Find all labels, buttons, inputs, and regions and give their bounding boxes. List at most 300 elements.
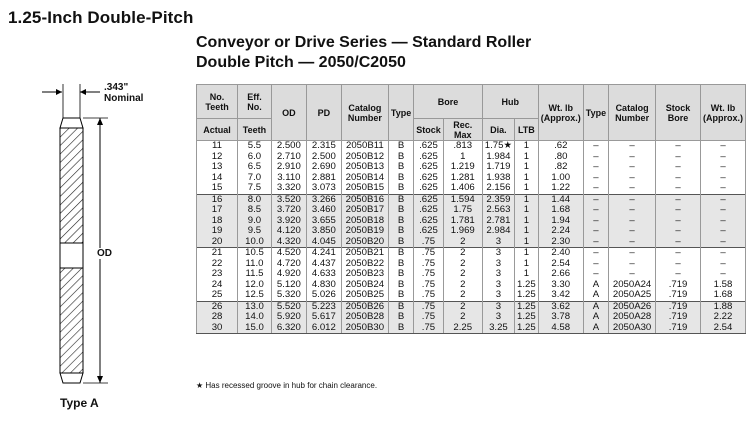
- cell-catalog-a: –: [609, 237, 656, 248]
- width-nominal-label: Nominal: [104, 93, 144, 104]
- cell-eff-no: 11.0: [238, 259, 272, 270]
- cell-stock-bore: –: [656, 205, 701, 216]
- cell-od: 3.110: [271, 173, 306, 184]
- header-eff-no: Eff. No.: [238, 85, 272, 119]
- cell-bore-stock: .625: [414, 183, 444, 194]
- cell-weight-a: –: [701, 183, 746, 194]
- cell-catalog-a: –: [609, 269, 656, 280]
- table-row: [197, 205, 746, 216]
- cell-catalog-a: 2050A28: [609, 312, 656, 323]
- cell-type-a: –: [583, 248, 608, 259]
- cell-stock-bore: .719: [656, 301, 701, 312]
- cell-bore-rec-max: 2: [443, 269, 482, 280]
- cell-weight-a: –: [701, 173, 746, 184]
- cell-type: B: [388, 141, 413, 152]
- cell-type-a: –: [583, 226, 608, 237]
- cell-od: 2.710: [271, 152, 306, 163]
- cell-weight-a: –: [701, 205, 746, 216]
- cell-stock-bore: .719: [656, 290, 701, 301]
- cell-stock-bore: –: [656, 269, 701, 280]
- cell-weight-a: 1.58: [701, 280, 746, 291]
- cell-bore-stock: .625: [414, 152, 444, 163]
- cell-catalog: 2050B20: [341, 237, 388, 248]
- cell-catalog-a: –: [609, 152, 656, 163]
- cell-teeth: 18: [197, 216, 238, 227]
- cell-hub-ltb: 1: [515, 269, 539, 280]
- cell-stock-bore: –: [656, 194, 701, 205]
- table-row: [197, 248, 746, 259]
- header-catalog-number: Catalog Number: [341, 85, 388, 141]
- cell-weight: 3.78: [538, 312, 583, 323]
- cell-pd: 4.045: [306, 237, 341, 248]
- cell-bore-stock: .75: [414, 312, 444, 323]
- footnote: ★ Has recessed groove in hub for chain clearance.: [196, 381, 378, 390]
- cell-teeth: 20: [197, 237, 238, 248]
- cell-hub-dia: 3: [482, 237, 514, 248]
- cell-type-a: –: [583, 152, 608, 163]
- cell-weight-a: 1.88: [701, 301, 746, 312]
- cell-eff-no: 5.5: [238, 141, 272, 152]
- cell-teeth: 15: [197, 183, 238, 194]
- cell-weight: 1.00: [538, 173, 583, 184]
- cell-od: 5.320: [271, 290, 306, 301]
- cell-catalog-a: –: [609, 248, 656, 259]
- cell-weight: 3.30: [538, 280, 583, 291]
- cell-stock-bore: .719: [656, 323, 701, 334]
- cell-stock-bore: –: [656, 162, 701, 173]
- cell-catalog: 2050B13: [341, 162, 388, 173]
- cell-pd: 2.315: [306, 141, 341, 152]
- cell-bore-stock: .75: [414, 290, 444, 301]
- cell-catalog-a: 2050A30: [609, 323, 656, 334]
- cell-pd: 3.073: [306, 183, 341, 194]
- cell-od: 3.720: [271, 205, 306, 216]
- cell-eff-no: 7.5: [238, 183, 272, 194]
- cell-type: B: [388, 248, 413, 259]
- cell-bore-rec-max: 1.594: [443, 194, 482, 205]
- cell-weight: .82: [538, 162, 583, 173]
- cell-weight-a: –: [701, 152, 746, 163]
- header-type-a: Type: [583, 85, 608, 141]
- header-weight: Wt. lb (Approx.): [538, 85, 583, 141]
- cell-teeth: 19: [197, 226, 238, 237]
- cell-type: B: [388, 280, 413, 291]
- cell-hub-dia: 3.25: [482, 323, 514, 334]
- cell-catalog: 2050B24: [341, 280, 388, 291]
- table-row: [197, 162, 746, 173]
- cell-catalog: 2050B22: [341, 259, 388, 270]
- cell-type-a: –: [583, 173, 608, 184]
- cell-type: B: [388, 183, 413, 194]
- cell-catalog: 2050B15: [341, 183, 388, 194]
- cell-hub-ltb: 1: [515, 194, 539, 205]
- cell-type-a: –: [583, 259, 608, 270]
- cell-eff-no: 15.0: [238, 323, 272, 334]
- cell-type: B: [388, 173, 413, 184]
- cell-pd: 6.012: [306, 323, 341, 334]
- cell-hub-dia: 3: [482, 301, 514, 312]
- cell-stock-bore: –: [656, 259, 701, 270]
- cell-stock-bore: .719: [656, 312, 701, 323]
- cell-stock-bore: –: [656, 226, 701, 237]
- header-catalog-number-a: Catalog Number: [609, 85, 656, 141]
- cell-hub-dia: 2.984: [482, 226, 514, 237]
- table-row: [197, 290, 746, 301]
- cell-hub-dia: 2.781: [482, 216, 514, 227]
- cell-catalog-a: –: [609, 194, 656, 205]
- cell-hub-ltb: 1: [515, 162, 539, 173]
- cell-type: B: [388, 216, 413, 227]
- cell-weight-a: –: [701, 237, 746, 248]
- cell-type-a: –: [583, 141, 608, 152]
- header-od: OD: [271, 85, 306, 141]
- cell-weight: 4.58: [538, 323, 583, 334]
- cell-type-a: –: [583, 162, 608, 173]
- header-hub: Hub: [482, 85, 538, 119]
- cell-type: B: [388, 162, 413, 173]
- cell-hub-dia: 3: [482, 259, 514, 270]
- cell-bore-stock: .625: [414, 216, 444, 227]
- cell-type-a: –: [583, 194, 608, 205]
- cell-bore-stock: .625: [414, 173, 444, 184]
- cell-od: 3.320: [271, 183, 306, 194]
- cell-pd: 2.881: [306, 173, 341, 184]
- cell-catalog-a: –: [609, 173, 656, 184]
- cell-pd: 3.850: [306, 226, 341, 237]
- cell-hub-ltb: 1: [515, 259, 539, 270]
- cell-hub-ltb: 1.25: [515, 312, 539, 323]
- cell-bore-rec-max: 2.25: [443, 323, 482, 334]
- series-title-line2: Double Pitch — 2050/C2050: [196, 54, 406, 71]
- cell-hub-dia: 3: [482, 290, 514, 301]
- sprocket-side-view: [0, 78, 190, 419]
- cell-bore-stock: .625: [414, 205, 444, 216]
- cell-teeth: 13: [197, 162, 238, 173]
- cell-weight: .80: [538, 152, 583, 163]
- cell-type: B: [388, 312, 413, 323]
- cell-catalog-a: –: [609, 259, 656, 270]
- cell-catalog-a: –: [609, 183, 656, 194]
- cell-catalog-a: –: [609, 162, 656, 173]
- cell-hub-dia: 1.938: [482, 173, 514, 184]
- cell-type-a: –: [583, 183, 608, 194]
- cell-catalog: 2050B14: [341, 173, 388, 184]
- cell-eff-no: 9.0: [238, 216, 272, 227]
- cell-teeth: 17: [197, 205, 238, 216]
- cell-hub-ltb: 1: [515, 141, 539, 152]
- cell-weight: 2.40: [538, 248, 583, 259]
- cell-hub-ltb: 1: [515, 226, 539, 237]
- cell-od: 5.520: [271, 301, 306, 312]
- cell-od: 2.910: [271, 162, 306, 173]
- cell-stock-bore: –: [656, 216, 701, 227]
- cell-type-a: –: [583, 237, 608, 248]
- cell-eff-no: 9.5: [238, 226, 272, 237]
- cell-teeth: 22: [197, 259, 238, 270]
- cell-type-a: A: [583, 301, 608, 312]
- cell-weight: 2.24: [538, 226, 583, 237]
- cell-teeth: 26: [197, 301, 238, 312]
- cell-stock-bore: –: [656, 173, 701, 184]
- cell-catalog: 2050B17: [341, 205, 388, 216]
- cell-type-a: –: [583, 216, 608, 227]
- cell-teeth: 11: [197, 141, 238, 152]
- cell-hub-dia: 1.75★: [482, 141, 514, 152]
- cell-hub-dia: 3: [482, 280, 514, 291]
- cell-type: B: [388, 205, 413, 216]
- cell-weight-a: –: [701, 141, 746, 152]
- cell-od: 2.500: [271, 141, 306, 152]
- cell-type: B: [388, 226, 413, 237]
- table-header: [197, 85, 746, 141]
- cell-od: 3.520: [271, 194, 306, 205]
- cell-bore-rec-max: 1.969: [443, 226, 482, 237]
- page-title: 1.25-Inch Double-Pitch: [8, 8, 194, 27]
- cell-teeth: 30: [197, 323, 238, 334]
- cell-bore-stock: .75: [414, 323, 444, 334]
- cell-hub-ltb: 1: [515, 152, 539, 163]
- cell-catalog-a: –: [609, 216, 656, 227]
- cell-bore-stock: .625: [414, 141, 444, 152]
- table-row: [197, 323, 746, 334]
- cell-eff-no: 10.5: [238, 248, 272, 259]
- cell-hub-ltb: 1: [515, 248, 539, 259]
- header-pd: PD: [306, 85, 341, 141]
- cell-bore-rec-max: .813: [443, 141, 482, 152]
- cell-stock-bore: –: [656, 141, 701, 152]
- cell-teeth: 28: [197, 312, 238, 323]
- cell-teeth: 24: [197, 280, 238, 291]
- cell-od: 3.920: [271, 216, 306, 227]
- cell-eff-no: 6.5: [238, 162, 272, 173]
- cell-hub-dia: 2.563: [482, 205, 514, 216]
- cell-od: 5.920: [271, 312, 306, 323]
- cell-bore-stock: .625: [414, 194, 444, 205]
- cell-bore-rec-max: 2: [443, 259, 482, 270]
- cell-weight-a: 2.22: [701, 312, 746, 323]
- cell-eff-no: 8.0: [238, 194, 272, 205]
- cell-type: B: [388, 290, 413, 301]
- cell-hub-dia: 1.984: [482, 152, 514, 163]
- cell-weight-a: –: [701, 259, 746, 270]
- cell-bore-stock: .75: [414, 269, 444, 280]
- cell-weight: 1.94: [538, 216, 583, 227]
- cell-bore-rec-max: 1.781: [443, 216, 482, 227]
- cell-bore-rec-max: 1.219: [443, 162, 482, 173]
- header-bore: Bore: [414, 85, 483, 119]
- cell-bore-rec-max: 1.75: [443, 205, 482, 216]
- cell-od: 4.520: [271, 248, 306, 259]
- cell-pd: 5.617: [306, 312, 341, 323]
- cell-stock-bore: –: [656, 237, 701, 248]
- header-actual: Actual: [197, 119, 238, 141]
- cell-catalog: 2050B16: [341, 194, 388, 205]
- cell-weight: 3.62: [538, 301, 583, 312]
- cell-eff-no: 7.0: [238, 173, 272, 184]
- cell-bore-rec-max: 1.406: [443, 183, 482, 194]
- cell-od: 4.120: [271, 226, 306, 237]
- cell-type: B: [388, 323, 413, 334]
- cell-weight: 1.22: [538, 183, 583, 194]
- cell-eff-no: 12.5: [238, 290, 272, 301]
- cell-bore-rec-max: 2: [443, 301, 482, 312]
- cell-teeth: 25: [197, 290, 238, 301]
- cell-pd: 2.500: [306, 152, 341, 163]
- cell-bore-rec-max: 2: [443, 237, 482, 248]
- cell-catalog: 2050B25: [341, 290, 388, 301]
- cell-bore-stock: .75: [414, 248, 444, 259]
- cell-od: 5.120: [271, 280, 306, 291]
- header-dia: Dia.: [482, 119, 514, 141]
- cell-teeth: 14: [197, 173, 238, 184]
- header-weight-a: Wt. lb (Approx.): [701, 85, 746, 141]
- cell-hub-dia: 2.359: [482, 194, 514, 205]
- cell-pd: 4.437: [306, 259, 341, 270]
- sprocket-spec-table: [196, 84, 746, 334]
- cell-weight: 2.54: [538, 259, 583, 270]
- table-body: [197, 141, 746, 334]
- cell-catalog: 2050B28: [341, 312, 388, 323]
- cell-hub-ltb: 1: [515, 183, 539, 194]
- cell-hub-ltb: 1: [515, 237, 539, 248]
- series-title-line1: Conveyor or Drive Series — Standard Roller: [196, 34, 532, 51]
- cell-od: 4.920: [271, 269, 306, 280]
- cell-eff-no: 6.0: [238, 152, 272, 163]
- cell-type: B: [388, 259, 413, 270]
- cell-stock-bore: .719: [656, 280, 701, 291]
- cell-weight: .62: [538, 141, 583, 152]
- cell-hub-ltb: 1.25: [515, 301, 539, 312]
- od-label: OD: [97, 248, 112, 259]
- cell-bore-stock: .75: [414, 259, 444, 270]
- cell-catalog: 2050B11: [341, 141, 388, 152]
- cell-pd: 4.633: [306, 269, 341, 280]
- cell-eff-no: 11.5: [238, 269, 272, 280]
- cell-hub-dia: 2.156: [482, 183, 514, 194]
- cell-hub-dia: 3: [482, 248, 514, 259]
- cell-teeth: 23: [197, 269, 238, 280]
- cell-hub-ltb: 1.25: [515, 323, 539, 334]
- series-title: [196, 33, 531, 73]
- cell-catalog-a: 2050A26: [609, 301, 656, 312]
- cell-pd: 3.655: [306, 216, 341, 227]
- cell-bore-rec-max: 2: [443, 280, 482, 291]
- cell-eff-no: 14.0: [238, 312, 272, 323]
- header-stock: Stock: [414, 119, 444, 141]
- cell-weight-a: –: [701, 226, 746, 237]
- cell-eff-no: 12.0: [238, 280, 272, 291]
- cell-stock-bore: –: [656, 248, 701, 259]
- cell-bore-stock: .75: [414, 237, 444, 248]
- cell-catalog: 2050B26: [341, 301, 388, 312]
- type-a-label: Type A: [60, 396, 99, 410]
- cell-type-a: –: [583, 269, 608, 280]
- cell-hub-ltb: 1.25: [515, 290, 539, 301]
- cell-type: B: [388, 152, 413, 163]
- header-type: Type: [388, 85, 413, 141]
- cell-bore-rec-max: 1: [443, 152, 482, 163]
- cell-type: B: [388, 237, 413, 248]
- cell-bore-rec-max: 2: [443, 290, 482, 301]
- cell-weight: 2.66: [538, 269, 583, 280]
- header-no-teeth: No. Teeth: [197, 85, 238, 119]
- cell-stock-bore: –: [656, 152, 701, 163]
- cell-catalog-a: –: [609, 205, 656, 216]
- table-row: [197, 183, 746, 194]
- cell-pd: 2.690: [306, 162, 341, 173]
- cell-catalog-a: –: [609, 226, 656, 237]
- cell-eff-no: 10.0: [238, 237, 272, 248]
- cell-hub-ltb: 1: [515, 216, 539, 227]
- cell-od: 4.720: [271, 259, 306, 270]
- header-stock-bore: Stock Bore: [656, 85, 701, 141]
- cell-catalog-a: 2050A25: [609, 290, 656, 301]
- sprocket-diagram: [0, 78, 190, 419]
- cell-bore-stock: .75: [414, 280, 444, 291]
- cell-type-a: A: [583, 323, 608, 334]
- cell-pd: 3.460: [306, 205, 341, 216]
- width-dimension-label: .343": [104, 82, 129, 93]
- cell-hub-dia: 1.719: [482, 162, 514, 173]
- cell-bore-stock: .625: [414, 226, 444, 237]
- cell-bore-stock: .625: [414, 162, 444, 173]
- cell-catalog: 2050B18: [341, 216, 388, 227]
- cell-weight: 1.44: [538, 194, 583, 205]
- cell-bore-rec-max: 2: [443, 312, 482, 323]
- cell-bore-rec-max: 1.281: [443, 173, 482, 184]
- cell-weight-a: 2.54: [701, 323, 746, 334]
- cell-pd: 5.026: [306, 290, 341, 301]
- cell-type-a: –: [583, 205, 608, 216]
- cell-catalog: 2050B21: [341, 248, 388, 259]
- cell-weight-a: –: [701, 194, 746, 205]
- cell-teeth: 21: [197, 248, 238, 259]
- cell-type-a: A: [583, 290, 608, 301]
- cell-catalog: 2050B23: [341, 269, 388, 280]
- cell-bore-stock: .75: [414, 301, 444, 312]
- cell-catalog: 2050B19: [341, 226, 388, 237]
- table-row: [197, 141, 746, 152]
- cell-hub-dia: 3: [482, 269, 514, 280]
- cell-hub-ltb: 1.25: [515, 280, 539, 291]
- cell-weight-a: –: [701, 248, 746, 259]
- cell-type: B: [388, 194, 413, 205]
- cell-type-a: A: [583, 312, 608, 323]
- cell-weight-a: –: [701, 269, 746, 280]
- cell-hub-ltb: 1: [515, 205, 539, 216]
- header-teeth: Teeth: [238, 119, 272, 141]
- cell-catalog-a: 2050A24: [609, 280, 656, 291]
- cell-hub-ltb: 1: [515, 173, 539, 184]
- table-row: [197, 312, 746, 323]
- cell-type-a: A: [583, 280, 608, 291]
- cell-stock-bore: –: [656, 183, 701, 194]
- cell-od: 4.320: [271, 237, 306, 248]
- cell-pd: 3.266: [306, 194, 341, 205]
- cell-type: B: [388, 301, 413, 312]
- cell-hub-dia: 3: [482, 312, 514, 323]
- cell-teeth: 16: [197, 194, 238, 205]
- cell-od: 6.320: [271, 323, 306, 334]
- cell-pd: 4.241: [306, 248, 341, 259]
- cell-weight: 2.30: [538, 237, 583, 248]
- cell-catalog: 2050B12: [341, 152, 388, 163]
- table-row: [197, 269, 746, 280]
- cell-weight-a: –: [701, 216, 746, 227]
- cell-catalog: 2050B30: [341, 323, 388, 334]
- cell-bore-rec-max: 2: [443, 248, 482, 259]
- cell-pd: 5.223: [306, 301, 341, 312]
